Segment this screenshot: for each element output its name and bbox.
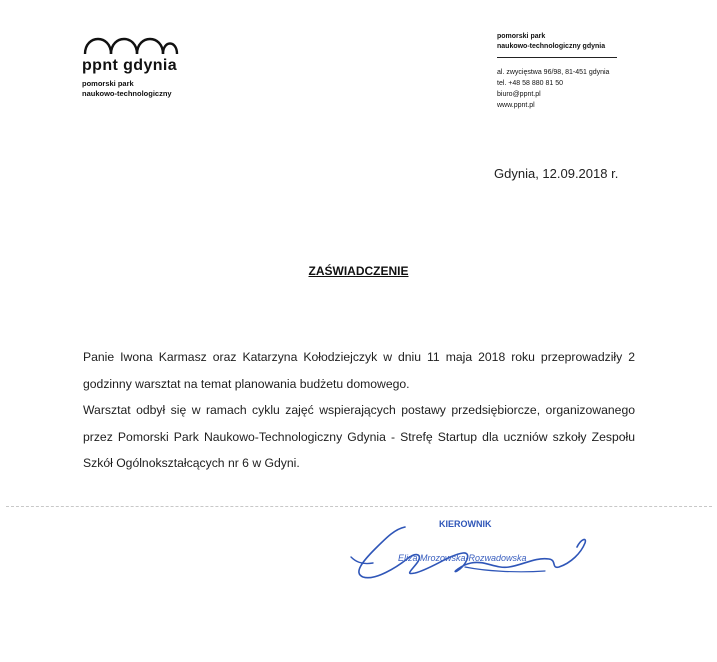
header-org-line1: pomorski park bbox=[497, 33, 546, 40]
stamp-name: Eliza Mrozowska-Rozwadowska bbox=[398, 553, 527, 563]
logo-sub-line1: pomorski park bbox=[82, 79, 134, 88]
fold-line bbox=[6, 506, 712, 507]
document-title: ZAŚWIADCZENIE bbox=[308, 264, 409, 278]
contact-email: biuro@ppnt.pl bbox=[497, 91, 541, 98]
header-divider bbox=[497, 57, 617, 58]
logo-sub-line2: naukowo-technologiczny bbox=[82, 88, 172, 98]
ppnt-logo-arcs bbox=[82, 30, 182, 56]
stamp-title: KIEROWNIK bbox=[439, 519, 492, 529]
contact-phone: tel. +48 58 880 81 50 bbox=[497, 80, 563, 87]
document-date: Gdynia, 12.09.2018 r. bbox=[494, 166, 619, 181]
body-paragraph-1: Panie Iwona Karmasz oraz Katarzyna Kołodziejczyk w dniu 11 maja 2018 roku przeprowadziły 2 godzinny warsztat na temat planowania budżetu domowego. bbox=[83, 350, 635, 391]
logo-wordmark: ppnt gdynia bbox=[82, 57, 178, 74]
document-body bbox=[83, 344, 635, 477]
contact-block bbox=[497, 67, 609, 111]
body-paragraph-2: Warsztat odbył się w ramach cyklu zajęć wspierających postawy przedsiębiorcze, organizowanego przez Pomorski Park Naukowo-Technologiczny Gdynia - Strefę Startup dla uczniów szkoły Zespołu Szkół Ogólnokształcących nr 6 w Gdyni. bbox=[83, 403, 635, 470]
logo-subtitle bbox=[82, 79, 172, 98]
header-org-line2: naukowo-technologiczny gdynia bbox=[497, 43, 606, 50]
header-org-name bbox=[497, 32, 605, 52]
contact-address: al. zwycięstwa 96/98, 81-451 gdynia bbox=[497, 69, 610, 76]
contact-web: www.ppnt.pl bbox=[497, 102, 535, 109]
